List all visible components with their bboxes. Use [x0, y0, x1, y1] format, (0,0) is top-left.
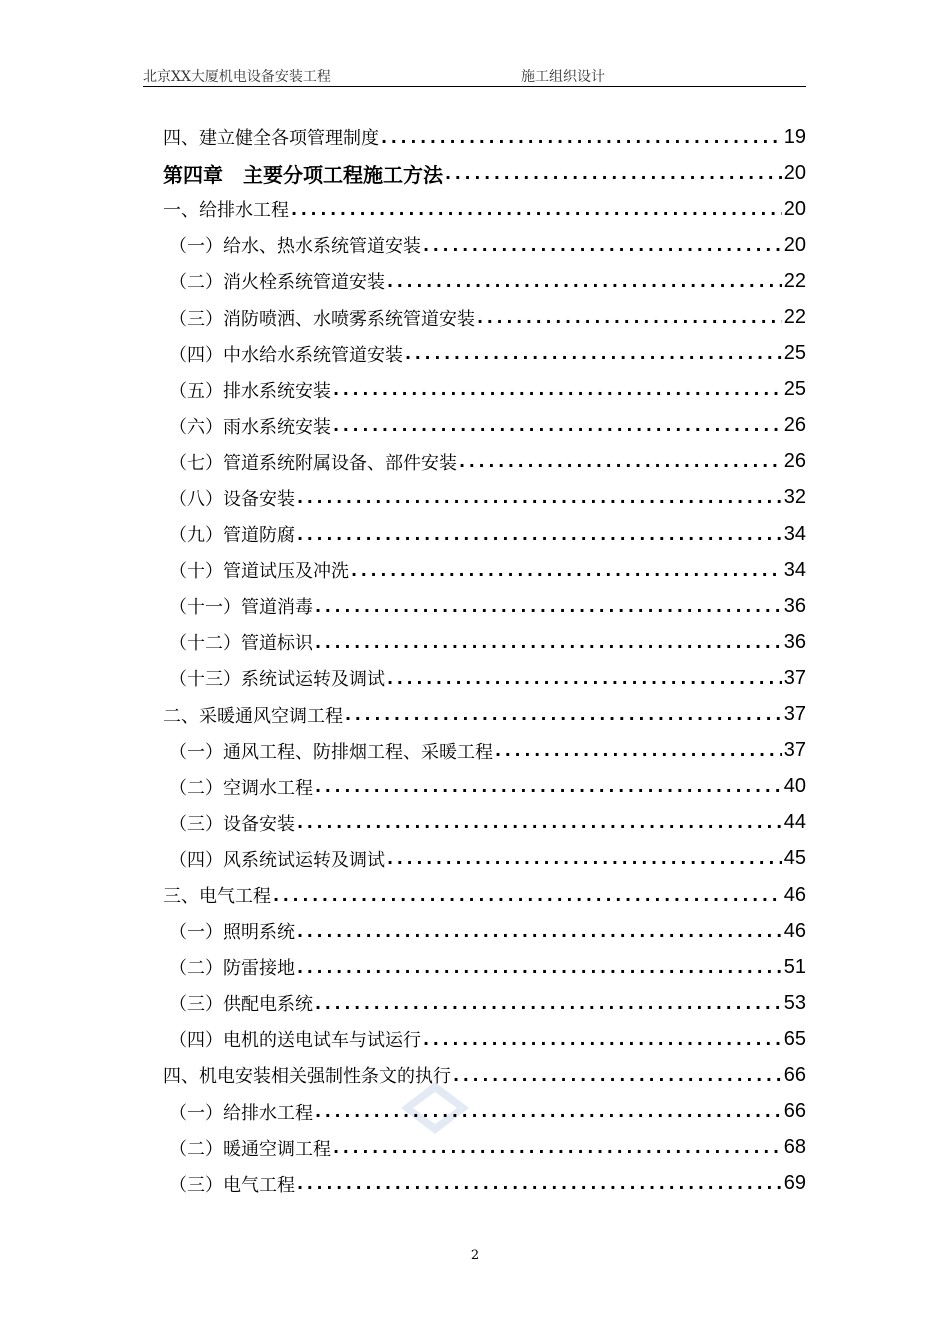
- toc-entry-title: （十三）系统试运转及调试: [169, 669, 385, 691]
- toc-entry[interactable]: [163, 336, 806, 372]
- toc-entry-page: 46: [783, 883, 806, 906]
- page-header: [143, 66, 806, 87]
- toc-leader-dots: [333, 380, 782, 399]
- toc-entry-page: 44: [783, 811, 806, 834]
- toc-entry[interactable]: [163, 372, 806, 408]
- toc-entry-page: 36: [783, 594, 806, 617]
- toc-entry-page: 20: [783, 161, 806, 184]
- toc-entry-page: 26: [783, 414, 806, 437]
- toc-entry-title: （三）消防喷洒、水喷雾系统管道安装: [169, 308, 475, 330]
- toc-entry-page: 26: [783, 450, 806, 473]
- toc-entry-title: （三）设备安装: [169, 813, 295, 835]
- toc-entry-page: 53: [783, 991, 806, 1014]
- toc-leader-dots: [381, 128, 782, 147]
- toc-entry-title: （六）雨水系统安装: [169, 416, 331, 438]
- toc-leader-dots: [345, 705, 782, 724]
- toc-entry-page: 34: [783, 558, 806, 581]
- toc-entry-title: （四）风系统试运转及调试: [169, 849, 385, 871]
- toc-entry-page: 37: [783, 703, 806, 726]
- toc-entry-title: （二）消火栓系统管道安装: [169, 272, 385, 294]
- toc-entry[interactable]: [163, 516, 806, 552]
- toc-entry[interactable]: [163, 480, 806, 516]
- toc-leader-dots: [423, 236, 782, 255]
- toc-leader-dots: [315, 994, 782, 1013]
- toc-leader-dots: [387, 669, 782, 688]
- toc-entry[interactable]: [163, 588, 806, 624]
- toc-entry[interactable]: [163, 841, 806, 877]
- toc-leader-dots: [387, 849, 782, 868]
- toc-entry[interactable]: [163, 191, 806, 227]
- toc-entry-title: （二）暖通空调工程: [169, 1138, 331, 1160]
- toc-leader-dots: [459, 452, 782, 471]
- toc-entry[interactable]: [163, 697, 806, 733]
- toc-entry-page: 32: [783, 486, 806, 509]
- toc-entry-page: 36: [783, 630, 806, 653]
- toc-entry[interactable]: [163, 1057, 806, 1093]
- toc-entry[interactable]: [163, 769, 806, 805]
- toc-entry[interactable]: [163, 1094, 806, 1130]
- toc-entry[interactable]: [163, 660, 806, 696]
- toc-leader-dots: [297, 922, 782, 941]
- toc-entry-title: （十二）管道标识: [169, 633, 313, 655]
- toc-entry-title: （四）中水给水系统管道安装: [169, 344, 403, 366]
- toc-entry-title: 四、机电安装相关强制性条文的执行: [163, 1066, 451, 1088]
- table-of-contents: [163, 119, 806, 1202]
- toc-leader-dots: [333, 1138, 782, 1157]
- page-number: 2: [470, 1248, 480, 1263]
- toc-entry-title: （十）管道试压及冲洗: [169, 561, 349, 583]
- toc-entry-page: 40: [783, 775, 806, 798]
- toc-leader-dots: [315, 597, 782, 616]
- toc-leader-dots: [387, 272, 782, 291]
- toc-leader-dots: [297, 525, 782, 544]
- header-document-type: 施工组织设计: [521, 69, 605, 85]
- toc-entry-title: （四）电机的送电试车与试运行: [169, 1030, 421, 1052]
- toc-entry-page: 20: [783, 197, 806, 220]
- toc-entry[interactable]: [163, 624, 806, 660]
- toc-entry-title: 一、给排水工程: [163, 200, 289, 222]
- toc-entry-page: 66: [783, 1063, 806, 1086]
- toc-entry-title: （五）排水系统安装: [169, 380, 331, 402]
- toc-entry-page: 37: [783, 666, 806, 689]
- toc-entry[interactable]: [163, 1021, 806, 1057]
- toc-leader-dots: [477, 308, 782, 327]
- toc-entry[interactable]: [163, 119, 806, 155]
- toc-entry-page: 65: [783, 1027, 806, 1050]
- toc-entry[interactable]: [163, 949, 806, 985]
- toc-entry-title: 三、电气工程: [163, 886, 271, 908]
- toc-entry-page: 20: [783, 233, 806, 256]
- toc-leader-dots: [495, 741, 782, 760]
- toc-entry-title: （一）给水、热水系统管道安装: [169, 236, 421, 258]
- toc-leader-dots: [405, 344, 782, 363]
- toc-entry[interactable]: [163, 877, 806, 913]
- toc-entry[interactable]: [163, 985, 806, 1021]
- toc-leader-dots: [453, 1066, 782, 1085]
- toc-entry-title: （一）通风工程、防排烟工程、采暖工程: [169, 741, 493, 763]
- toc-entry[interactable]: [163, 733, 806, 769]
- toc-entry[interactable]: [163, 1130, 806, 1166]
- header-project-title: 北京XX大厦机电设备安装工程: [143, 69, 331, 85]
- toc-leader-dots: [351, 561, 782, 580]
- toc-entry-page: 22: [783, 306, 806, 329]
- toc-entry[interactable]: [163, 408, 806, 444]
- toc-entry-page: 37: [783, 739, 806, 762]
- toc-leader-dots: [445, 164, 782, 183]
- toc-entry-page: 45: [783, 847, 806, 870]
- toc-entry-page: 25: [783, 378, 806, 401]
- toc-entry[interactable]: [163, 913, 806, 949]
- toc-entry-page: 46: [783, 919, 806, 942]
- toc-entry-title: 第四章 主要分项工程施工方法: [163, 162, 443, 187]
- toc-entry[interactable]: [163, 227, 806, 263]
- toc-entry-title: （三）电气工程: [169, 1174, 295, 1196]
- toc-leader-dots: [297, 488, 782, 507]
- toc-entry-title: （九）管道防腐: [169, 525, 295, 547]
- toc-entry-title: 四、建立健全各项管理制度: [163, 128, 379, 150]
- toc-leader-dots: [315, 633, 782, 652]
- toc-entry[interactable]: [163, 552, 806, 588]
- toc-entry-page: 22: [783, 269, 806, 292]
- toc-entry-page: 34: [783, 522, 806, 545]
- toc-entry-title: （十一）管道消毒: [169, 597, 313, 619]
- toc-leader-dots: [291, 200, 782, 219]
- toc-entry-title: 二、采暖通风空调工程: [163, 705, 343, 727]
- toc-entry-page: 68: [783, 1136, 806, 1159]
- toc-entry[interactable]: [163, 263, 806, 299]
- toc-leader-dots: [297, 1174, 782, 1193]
- toc-entry-title: （八）设备安装: [169, 488, 295, 510]
- toc-entry-title: （七）管道系统附属设备、部件安装: [169, 452, 457, 474]
- toc-entry[interactable]: [163, 444, 806, 480]
- toc-leader-dots: [273, 886, 782, 905]
- toc-leader-dots: [315, 1102, 782, 1121]
- toc-entry-title: （二）空调水工程: [169, 777, 313, 799]
- toc-leader-dots: [333, 416, 782, 435]
- toc-entry[interactable]: [163, 299, 806, 335]
- toc-entry-title: （一）给排水工程: [169, 1102, 313, 1124]
- toc-entry-title: （一）照明系统: [169, 922, 295, 944]
- toc-entry[interactable]: [163, 805, 806, 841]
- toc-leader-dots: [315, 777, 782, 796]
- toc-entry-page: 69: [783, 1172, 806, 1195]
- toc-entry[interactable]: [163, 155, 806, 191]
- toc-entry-page: 25: [783, 342, 806, 365]
- toc-entry-title: （二）防雷接地: [169, 958, 295, 980]
- toc-entry-page: 66: [783, 1100, 806, 1123]
- toc-entry-title: （三）供配电系统: [169, 994, 313, 1016]
- toc-leader-dots: [297, 958, 782, 977]
- toc-leader-dots: [297, 813, 782, 832]
- toc-leader-dots: [423, 1030, 782, 1049]
- toc-entry[interactable]: [163, 1166, 806, 1202]
- toc-entry-page: 51: [783, 955, 806, 978]
- toc-entry-page: 19: [783, 125, 806, 148]
